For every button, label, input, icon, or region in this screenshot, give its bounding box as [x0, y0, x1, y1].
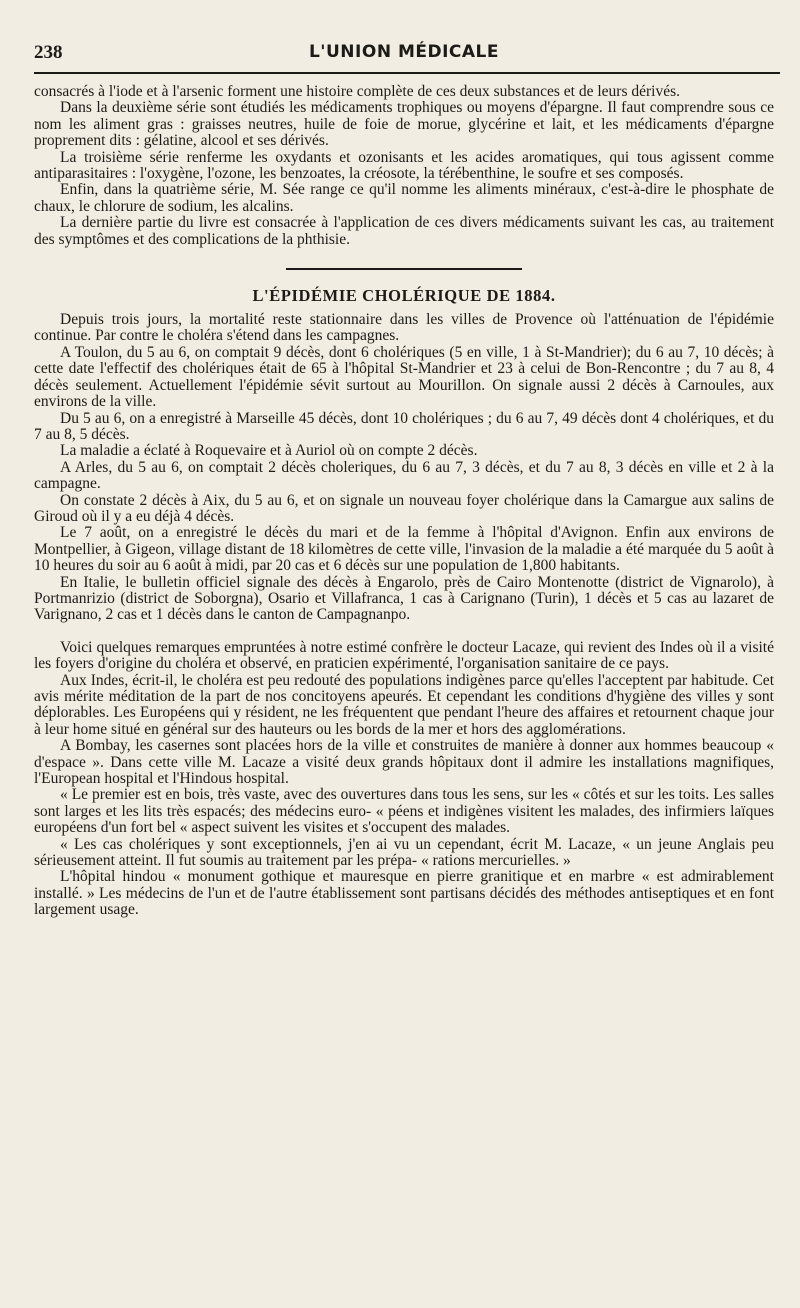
epidemic-paragraph: Le 7 août, on a enregistré le décès du mari et de la femme à l'hôpital d'Avignon. Enfin aux environs de Montpellier, à Gigeon, village distant de 18 kilomètres de cette ville, l'invasion de la maladie a été marquée du 5 août à 10 heures du soir au 6 août à midi, par 20 cas et 6 décès sur une population de 1,800 habitants.	[34, 524, 774, 575]
lacaze-paragraph: A Bombay, les casernes sont placées hors de la ville et construites de manière à donner aux hommes beaucoup « d'espace ». Dans cette ville M. Lacaze a visité deux grands hôpitaux dont il admire les installations magnifiques, l'European hospital et l'Hindous hospital.	[34, 737, 774, 788]
lacaze-quote-paragraph: « Le premier est en bois, très vaste, avec des ouvertures dans tous les sens, sur les « côtés et sur les toits. Les salles sont larges et les lits très espacés; des médecins euro- « péens et indigènes visitent les malades, des infirmiers laïques européens d'un fort bel « aspect suivent les visites et s'occupent des malades.	[34, 786, 774, 837]
running-title: L'UNION MÉDICALE	[308, 42, 500, 62]
intro-paragraph: Enfin, dans la quatrième série, M. Sée range ce qu'il nomme les aliments minéraux, c'est-à-dire le phosphate de chaux, le chlorure de sodium, les alcalins.	[34, 181, 774, 215]
intro-paragraph: La dernière partie du livre est consacrée à l'application de ces divers médicaments suivant les cas, au traitement des symptômes et des complications de la phthisie.	[34, 214, 774, 248]
epidemic-paragraph: A Toulon, du 5 au 6, on comptait 9 décès, dont 6 cholériques (5 en ville, 1 à St-Mandrier); du 6 au 7, 10 décès; à cette date l'effectif des cholériques était de 65 à l'hôpital St-Mandrier et 23 à celui de Bon-Rencontre ; du 7 au 8, 4 décès seulement. Actuellement l'épidémie sévit surtout au Mourillon. On signale aussi 2 décès à Carnoules, aux environs de la ville.	[34, 343, 774, 411]
lacaze-quote-paragraph: « Les cas cholériques y sont exceptionnels, j'en ai vu un cependant, écrit M. Lacaze, « un jeune Anglais peu sérieusement atteint. Il fut soumis au traitement par les prépa- « rations mercurielles. »	[34, 835, 774, 870]
epidemic-paragraph: On constate 2 décès à Aix, du 5 au 6, et on signale un nouveau foyer cholérique dans la Camargue aux salins de Giroud où il y a eu déjà 4 décès.	[34, 491, 774, 525]
page-number: 238	[34, 42, 63, 63]
header-rule	[34, 72, 780, 74]
lacaze-paragraph: L'hôpital hindou « monument gothique et mauresque en pierre granitique et en marbre « est admirablement installé. » Les médecins de l'un et de l'autre établissement sont partisans décidés des méthodes antiseptiques et en font largement usage.	[34, 868, 774, 919]
page-header	[34, 42, 774, 66]
intro-paragraph: consacrés à l'iode et à l'arsenic forment une histoire complète de ces deux substances et de leurs dérivés.	[34, 83, 681, 100]
intro-paragraph: La troisième série renferme les oxydants et ozonisants et les acides aromatiques, qui tous agissent comme antiparasitaires : l'oxygène, l'ozone, les benzoates, la créosote, la térébenthine, le soufre et ses composés.	[34, 148, 774, 183]
section-separator	[286, 268, 522, 270]
epidemic-paragraph: A Arles, du 5 au 6, on comptait 2 décès choleriques, du 6 au 7, 3 décès, et du 7 au 8, 3 décès en ville et 2 à la campagne.	[34, 458, 774, 493]
body-text	[34, 84, 774, 919]
lacaze-paragraph: Aux Indes, écrit-il, le choléra est peu redouté des populations indigènes parce qu'elles l'acceptent par habitude. Cet avis mérite méditation de la part de nos concitoyens apeurés. Et cependant les conditions d'hygiène des villes y sont déplorables. Les Européens qui y résident, ne les fréquentent que pendant l'heure des affaires et retournent chaque jour à leur home situé en général sur des hauteurs ou les bords de la mer et hors des agglomérations.	[34, 671, 774, 738]
section-title: L'ÉPIDÉMIE CHOLÉRIQUE DE 1884.	[252, 286, 556, 306]
intro-paragraph: Dans la deuxième série sont étudiés les médicaments trophiques ou moyens d'épargne. Il faut comprendre sous ce nom les aliment gras : graisses neutres, huile de foie de morue, glycérine et lait, et les médicaments d'épargne proprement dits : gélatine, alcool et ses dérivés.	[34, 99, 774, 150]
lacaze-paragraph: Voici quelques remarques empruntées à notre estimé confrère le docteur Lacaze, qui revient des Indes où il a visité les foyers d'origine du choléra et observé, en praticien expérimenté, l'organisation sanitaire de ce pays.	[34, 638, 774, 673]
epidemic-paragraph: Du 5 au 6, on a enregistré à Marseille 45 décès, dont 10 cholériques ; du 6 au 7, 49 décès dont 4 cholériques, et du 7 au 8, 5 décès.	[34, 409, 774, 443]
epidemic-paragraph: Depuis trois jours, la mortalité reste stationnaire dans les villes de Provence où l'atténuation de l'épidémie continue. Par contre le choléra s'étend dans les campagnes.	[34, 311, 774, 345]
epidemic-paragraph: La maladie a éclaté à Roquevaire et à Auriol où on compte 2 décès.	[60, 442, 478, 460]
paragraph-gap	[34, 624, 774, 640]
epidemic-paragraph: En Italie, le bulletin officiel signale des décès à Engarolo, près de Cairo Montenotte (district de Vignarolo), à Portmanrizio (district de Soborgna), Osario et Villafranca, 1 cas à Carignano (Turin), 1 décès et 5 cas au lazaret de Varignano, 2 cas et 1 décès dans le canton de Campagnanpo.	[34, 573, 774, 624]
